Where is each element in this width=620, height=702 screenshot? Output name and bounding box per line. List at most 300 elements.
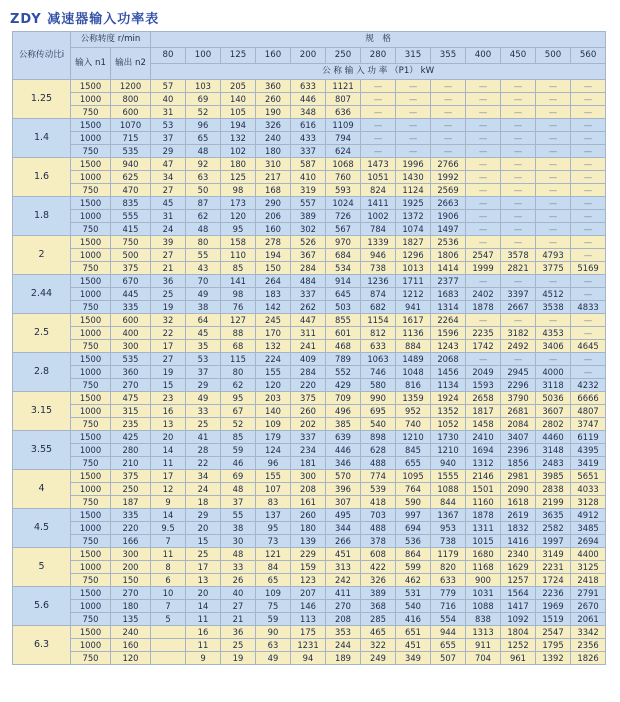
power-cell: 98 bbox=[221, 184, 256, 197]
power-cell: 121 bbox=[256, 548, 291, 561]
power-cell: 4395 bbox=[571, 444, 606, 457]
input-speed-cell: 1000 bbox=[71, 249, 111, 262]
table-row bbox=[13, 236, 606, 249]
power-cell: 31 bbox=[151, 210, 186, 223]
power-cell: 319 bbox=[291, 184, 326, 197]
power-cell: 260 bbox=[256, 93, 291, 106]
power-cell: — bbox=[501, 145, 536, 158]
power-cell: 1063 bbox=[361, 353, 396, 366]
power-cell: 1339 bbox=[361, 236, 396, 249]
power-cell: 2356 bbox=[571, 639, 606, 652]
power-cell: 1372 bbox=[396, 210, 431, 223]
input-speed-cell: 1500 bbox=[71, 392, 111, 405]
power-cell: 124 bbox=[256, 444, 291, 457]
ratio-cell: 2.5 bbox=[13, 314, 71, 353]
power-cell: 557 bbox=[291, 197, 326, 210]
power-cell: 1629 bbox=[501, 561, 536, 574]
power-cell: 150 bbox=[256, 262, 291, 275]
power-cell: — bbox=[536, 223, 571, 236]
power-cell: 2582 bbox=[536, 522, 571, 535]
power-cell: — bbox=[361, 145, 396, 158]
power-cell: 17 bbox=[151, 340, 186, 353]
power-cell: 220 bbox=[291, 379, 326, 392]
power-cell: 24 bbox=[186, 483, 221, 496]
power-cell: 2658 bbox=[466, 392, 501, 405]
power-cell: 396 bbox=[326, 483, 361, 496]
power-cell: 242 bbox=[326, 574, 361, 587]
output-speed-cell: 1200 bbox=[111, 80, 151, 93]
output-speed-cell: 500 bbox=[111, 249, 151, 262]
input-speed-cell: 1000 bbox=[71, 561, 111, 574]
power-cell: 105 bbox=[221, 106, 256, 119]
power-cell: 1088 bbox=[466, 600, 501, 613]
power-cell: — bbox=[501, 171, 536, 184]
power-cell: 107 bbox=[256, 483, 291, 496]
table-row bbox=[13, 548, 606, 561]
power-cell: 1210 bbox=[431, 444, 466, 457]
power-cell: — bbox=[536, 132, 571, 145]
power-cell: 1092 bbox=[501, 613, 536, 626]
output-speed-cell: 300 bbox=[111, 548, 151, 561]
power-cell: — bbox=[571, 106, 606, 119]
power-cell: 410 bbox=[291, 171, 326, 184]
power-cell: 7 bbox=[151, 535, 186, 548]
power-cell: 580 bbox=[361, 379, 396, 392]
power-cell: 85 bbox=[221, 262, 256, 275]
power-cell: — bbox=[501, 184, 536, 197]
power-cell: 1992 bbox=[431, 171, 466, 184]
power-cell: 1997 bbox=[536, 535, 571, 548]
power-cell: 25 bbox=[221, 639, 256, 652]
power-cell: 2061 bbox=[571, 613, 606, 626]
power-cell: 55 bbox=[186, 249, 221, 262]
power-cell: 278 bbox=[256, 236, 291, 249]
power-cell: 87 bbox=[186, 197, 221, 210]
power-cell: — bbox=[361, 80, 396, 93]
power-cell: 816 bbox=[396, 379, 431, 392]
power-cell: 6 bbox=[151, 574, 186, 587]
output-speed-cell: 375 bbox=[111, 262, 151, 275]
power-cell: 1925 bbox=[396, 197, 431, 210]
power-cell: 465 bbox=[361, 626, 396, 639]
power-cell: — bbox=[536, 184, 571, 197]
power-cell: 552 bbox=[326, 366, 361, 379]
input-speed-cell: 1500 bbox=[71, 626, 111, 639]
power-cell: 155 bbox=[256, 366, 291, 379]
power-cell: 132 bbox=[256, 340, 291, 353]
power-cell: 2670 bbox=[571, 600, 606, 613]
power-cell: 2791 bbox=[571, 587, 606, 600]
power-cell: — bbox=[466, 93, 501, 106]
power-cell: 241 bbox=[291, 340, 326, 353]
table-row bbox=[13, 171, 606, 184]
power-cell: 567 bbox=[326, 223, 361, 236]
power-cell: 633 bbox=[431, 574, 466, 587]
power-cell: 570 bbox=[326, 470, 361, 483]
power-cell: 208 bbox=[291, 483, 326, 496]
power-cell: 19 bbox=[151, 366, 186, 379]
power-cell: 13 bbox=[151, 418, 186, 431]
power-cell: 2547 bbox=[536, 626, 571, 639]
power-cell: 2694 bbox=[571, 535, 606, 548]
power-cell: 990 bbox=[361, 392, 396, 405]
table-row bbox=[13, 288, 606, 301]
power-cell: — bbox=[396, 145, 431, 158]
header-ratio: 公称传动比i bbox=[13, 32, 71, 80]
power-cell: 1121 bbox=[326, 80, 361, 93]
input-speed-cell: 750 bbox=[71, 184, 111, 197]
power-cell: 1430 bbox=[396, 171, 431, 184]
output-speed-cell: 135 bbox=[111, 613, 151, 626]
table-row bbox=[13, 197, 606, 210]
power-cell: — bbox=[536, 119, 571, 132]
power-cell: 1160 bbox=[466, 496, 501, 509]
power-cell: 1519 bbox=[536, 613, 571, 626]
input-speed-cell: 1500 bbox=[71, 158, 111, 171]
power-cell: 1136 bbox=[396, 327, 431, 340]
output-speed-cell: 445 bbox=[111, 288, 151, 301]
input-speed-cell: 1000 bbox=[71, 600, 111, 613]
power-cell: 6666 bbox=[571, 392, 606, 405]
power-cell: 65 bbox=[256, 574, 291, 587]
power-cell: 704 bbox=[466, 652, 501, 665]
power-cell: 416 bbox=[396, 613, 431, 626]
power-cell: 1795 bbox=[536, 639, 571, 652]
power-cell: 1832 bbox=[501, 522, 536, 535]
power-cell: 628 bbox=[361, 444, 396, 457]
power-cell: 33 bbox=[186, 405, 221, 418]
power-cell: 344 bbox=[326, 522, 361, 535]
power-cell: 684 bbox=[326, 249, 361, 262]
input-speed-cell: 750 bbox=[71, 496, 111, 509]
power-cell: 76 bbox=[221, 301, 256, 314]
input-speed-cell: 1500 bbox=[71, 353, 111, 366]
power-cell: 173 bbox=[221, 197, 256, 210]
input-speed-cell: 1000 bbox=[71, 288, 111, 301]
power-cell: 88 bbox=[221, 327, 256, 340]
power-cell: — bbox=[571, 184, 606, 197]
table-row bbox=[13, 327, 606, 340]
power-cell: 3118 bbox=[536, 379, 571, 392]
power-cell: 1088 bbox=[431, 483, 466, 496]
power-cell: 764 bbox=[396, 483, 431, 496]
power-cell: 155 bbox=[256, 470, 291, 483]
power-cell: 488 bbox=[361, 522, 396, 535]
power-cell: 55 bbox=[221, 509, 256, 522]
power-cell: 206 bbox=[256, 210, 291, 223]
power-cell: 50 bbox=[186, 184, 221, 197]
power-cell: 37 bbox=[151, 132, 186, 145]
power-cell: 1095 bbox=[396, 470, 431, 483]
header-output-speed: 输出 n2 bbox=[111, 48, 151, 80]
power-cell: 120 bbox=[256, 379, 291, 392]
power-cell: — bbox=[501, 314, 536, 327]
power-cell: 69 bbox=[221, 470, 256, 483]
power-cell: 1352 bbox=[431, 405, 466, 418]
output-speed-cell: 335 bbox=[111, 509, 151, 522]
header-size-cell: 100 bbox=[186, 48, 221, 64]
power-cell: 53 bbox=[151, 119, 186, 132]
power-cell: 2681 bbox=[501, 405, 536, 418]
power-cell: 540 bbox=[361, 418, 396, 431]
output-speed-cell: 940 bbox=[111, 158, 151, 171]
power-cell: 385 bbox=[326, 418, 361, 431]
power-cell: 73 bbox=[256, 535, 291, 548]
power-cell: 682 bbox=[361, 301, 396, 314]
power-cell: 738 bbox=[431, 535, 466, 548]
power-cell: 10 bbox=[151, 587, 186, 600]
power-cell: 33 bbox=[221, 561, 256, 574]
table-row bbox=[13, 574, 606, 587]
power-cell: 285 bbox=[361, 613, 396, 626]
output-speed-cell: 220 bbox=[111, 522, 151, 535]
output-speed-cell: 240 bbox=[111, 626, 151, 639]
power-cell: — bbox=[466, 106, 501, 119]
power-cell: 411 bbox=[326, 587, 361, 600]
power-cell: 36 bbox=[221, 626, 256, 639]
power-cell: 820 bbox=[431, 561, 466, 574]
power-cell: 2663 bbox=[431, 197, 466, 210]
power-cell: 168 bbox=[256, 184, 291, 197]
power-cell: 16 bbox=[186, 626, 221, 639]
power-cell: — bbox=[536, 106, 571, 119]
power-cell: 202 bbox=[291, 418, 326, 431]
power-cell: — bbox=[571, 314, 606, 327]
power-cell: — bbox=[431, 80, 466, 93]
power-cell: 503 bbox=[326, 301, 361, 314]
power-cell: 326 bbox=[256, 119, 291, 132]
power-cell: 1154 bbox=[361, 314, 396, 327]
output-speed-cell: 415 bbox=[111, 223, 151, 236]
power-cell: 526 bbox=[291, 236, 326, 249]
power-cell: 170 bbox=[256, 327, 291, 340]
power-cell: 24 bbox=[151, 223, 186, 236]
power-cell: 900 bbox=[466, 574, 501, 587]
power-cell: 534 bbox=[326, 262, 361, 275]
power-cell: 38 bbox=[221, 522, 256, 535]
power-cell: 1906 bbox=[431, 210, 466, 223]
power-cell: — bbox=[396, 80, 431, 93]
power-cell: 794 bbox=[326, 132, 361, 145]
table-row bbox=[13, 483, 606, 496]
power-cell: 94 bbox=[291, 652, 326, 665]
power-cell: 244 bbox=[326, 639, 361, 652]
power-cell: 183 bbox=[256, 288, 291, 301]
table-row bbox=[13, 379, 606, 392]
output-speed-cell: 120 bbox=[111, 652, 151, 665]
power-cell: 41 bbox=[186, 431, 221, 444]
power-cell: 2410 bbox=[466, 431, 501, 444]
output-speed-cell: 270 bbox=[111, 379, 151, 392]
table-row bbox=[13, 314, 606, 327]
power-cell: — bbox=[536, 80, 571, 93]
power-cell: — bbox=[501, 236, 536, 249]
header-size-cell: 280 bbox=[361, 48, 396, 64]
power-cell: 1596 bbox=[431, 327, 466, 340]
output-speed-cell: 800 bbox=[111, 93, 151, 106]
power-cell: 3128 bbox=[571, 496, 606, 509]
power-cell bbox=[151, 639, 186, 652]
power-cell: — bbox=[536, 171, 571, 184]
power-cell: 694 bbox=[396, 522, 431, 535]
power-cell: 484 bbox=[291, 275, 326, 288]
table-row bbox=[13, 80, 606, 93]
power-cell: 11 bbox=[186, 613, 221, 626]
power-cell: 462 bbox=[396, 574, 431, 587]
power-cell: 1179 bbox=[431, 548, 466, 561]
power-cell: — bbox=[466, 145, 501, 158]
power-cell: — bbox=[396, 93, 431, 106]
power-cell: 48 bbox=[186, 145, 221, 158]
power-cell: 1806 bbox=[431, 249, 466, 262]
power-cell: 4807 bbox=[571, 405, 606, 418]
input-speed-cell: 1000 bbox=[71, 366, 111, 379]
header-size-cell: 400 bbox=[466, 48, 501, 64]
power-cell: 2667 bbox=[501, 301, 536, 314]
power-cell: 1212 bbox=[396, 288, 431, 301]
output-speed-cell: 600 bbox=[111, 106, 151, 119]
power-cell: 25 bbox=[151, 288, 186, 301]
input-speed-cell: 1500 bbox=[71, 80, 111, 93]
power-cell: 224 bbox=[256, 353, 291, 366]
power-cell: 262 bbox=[291, 301, 326, 314]
power-cell: 70 bbox=[186, 275, 221, 288]
power-cell: 311 bbox=[291, 327, 326, 340]
power-cell: 738 bbox=[361, 262, 396, 275]
ratio-cell: 4 bbox=[13, 470, 71, 509]
output-speed-cell: 835 bbox=[111, 197, 151, 210]
power-cell: 997 bbox=[396, 509, 431, 522]
power-cell: 418 bbox=[361, 496, 396, 509]
input-speed-cell: 750 bbox=[71, 145, 111, 158]
power-cell: 3578 bbox=[501, 249, 536, 262]
input-speed-cell: 1500 bbox=[71, 236, 111, 249]
power-cell: — bbox=[466, 353, 501, 366]
power-cell: 109 bbox=[256, 587, 291, 600]
power-cell: 2619 bbox=[501, 509, 536, 522]
ratio-cell: 5 bbox=[13, 548, 71, 587]
output-speed-cell: 235 bbox=[111, 418, 151, 431]
power-cell: 1231 bbox=[291, 639, 326, 652]
power-cell: 75 bbox=[256, 600, 291, 613]
power-cell: 181 bbox=[291, 457, 326, 470]
power-cell: 307 bbox=[326, 496, 361, 509]
table-row bbox=[13, 392, 606, 405]
power-cell: — bbox=[466, 119, 501, 132]
power-cell: 539 bbox=[361, 483, 396, 496]
power-cell: — bbox=[466, 80, 501, 93]
power-cell: 2483 bbox=[536, 457, 571, 470]
input-speed-cell: 750 bbox=[71, 457, 111, 470]
output-speed-cell: 315 bbox=[111, 405, 151, 418]
power-cell: 554 bbox=[431, 613, 466, 626]
power-cell: 208 bbox=[326, 613, 361, 626]
power-cell: 21 bbox=[151, 262, 186, 275]
power-cell: 35 bbox=[186, 340, 221, 353]
power-cell: 1314 bbox=[431, 301, 466, 314]
input-speed-cell: 1500 bbox=[71, 119, 111, 132]
power-cell: 3182 bbox=[501, 327, 536, 340]
table-row bbox=[13, 132, 606, 145]
power-cell: 1074 bbox=[396, 223, 431, 236]
power-cell: 3419 bbox=[571, 457, 606, 470]
power-cell: 1711 bbox=[396, 275, 431, 288]
power-cell: 1878 bbox=[466, 301, 501, 314]
power-cell: 789 bbox=[326, 353, 361, 366]
power-cell: 90 bbox=[256, 626, 291, 639]
power-cell: 337 bbox=[291, 431, 326, 444]
power-cell: 5036 bbox=[536, 392, 571, 405]
power-cell: 1694 bbox=[466, 444, 501, 457]
power-cell: — bbox=[466, 197, 501, 210]
power-cell: — bbox=[501, 275, 536, 288]
header-size-cell: 450 bbox=[501, 48, 536, 64]
output-speed-cell: 150 bbox=[111, 574, 151, 587]
table-row bbox=[13, 210, 606, 223]
power-cell: 7 bbox=[151, 600, 186, 613]
output-speed-cell: 600 bbox=[111, 314, 151, 327]
output-speed-cell: 166 bbox=[111, 535, 151, 548]
power-cell: 1015 bbox=[466, 535, 501, 548]
power-cell: 1999 bbox=[466, 262, 501, 275]
power-cell: 180 bbox=[291, 522, 326, 535]
input-speed-cell: 1500 bbox=[71, 587, 111, 600]
output-speed-cell: 535 bbox=[111, 145, 151, 158]
power-cell: 1134 bbox=[431, 379, 466, 392]
power-cell: — bbox=[466, 158, 501, 171]
power-cell: 229 bbox=[291, 548, 326, 561]
power-cell: 5651 bbox=[571, 470, 606, 483]
input-speed-cell: 1000 bbox=[71, 444, 111, 457]
power-cell: 4833 bbox=[571, 301, 606, 314]
power-cell: 302 bbox=[291, 223, 326, 236]
power-cell: 62 bbox=[221, 379, 256, 392]
power-cell: 2049 bbox=[466, 366, 501, 379]
table-row bbox=[13, 470, 606, 483]
power-cell: 180 bbox=[256, 145, 291, 158]
table-row bbox=[13, 340, 606, 353]
power-cell: 2418 bbox=[571, 574, 606, 587]
power-cell: 540 bbox=[396, 600, 431, 613]
power-cell: — bbox=[466, 210, 501, 223]
power-cell: 348 bbox=[291, 106, 326, 119]
power-cell: 1168 bbox=[466, 561, 501, 574]
power-cell: — bbox=[571, 288, 606, 301]
power-cell: 11 bbox=[151, 457, 186, 470]
input-speed-cell: 750 bbox=[71, 340, 111, 353]
output-speed-cell: 400 bbox=[111, 327, 151, 340]
power-cell: 46 bbox=[221, 457, 256, 470]
power-cell: — bbox=[571, 132, 606, 145]
power-cell: 284 bbox=[291, 262, 326, 275]
power-cell: 446 bbox=[291, 93, 326, 106]
power-cell: 205 bbox=[221, 80, 256, 93]
power-cell: 260 bbox=[291, 405, 326, 418]
power-cell: 2236 bbox=[536, 587, 571, 600]
power-cell: 47 bbox=[151, 158, 186, 171]
ratio-cell: 3.55 bbox=[13, 431, 71, 470]
power-cell: 2492 bbox=[501, 340, 536, 353]
power-cell: 1048 bbox=[396, 366, 431, 379]
power-cell: 608 bbox=[361, 548, 396, 561]
power-cell: 45 bbox=[186, 327, 221, 340]
power-cell: 1827 bbox=[396, 236, 431, 249]
power-cell: 3790 bbox=[501, 392, 536, 405]
power-cell: 67 bbox=[221, 405, 256, 418]
power-cell: 636 bbox=[326, 106, 361, 119]
power-cell: — bbox=[501, 132, 536, 145]
power-cell: 495 bbox=[326, 509, 361, 522]
